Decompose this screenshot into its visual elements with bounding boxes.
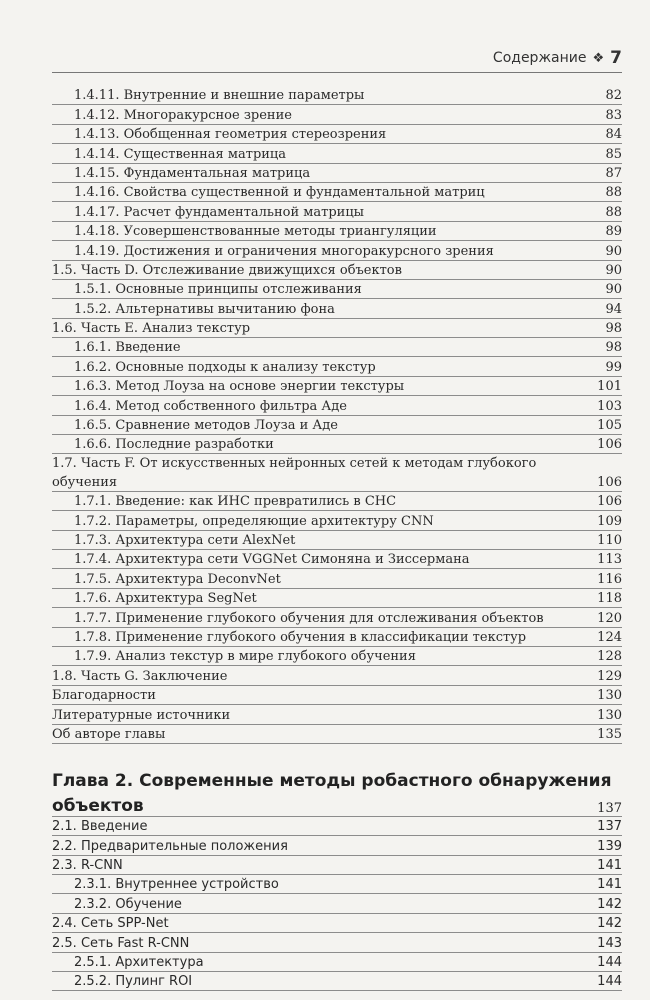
toc-entry-title: 1.7.8. Применение глубокого обучения в классификации текстур — [74, 629, 527, 645]
toc-entry-page: 142 — [594, 897, 622, 913]
toc-entry-title: Литературные источники — [52, 707, 231, 723]
toc-entry-page: 88 — [602, 205, 622, 221]
toc-entry[interactable] — [52, 569, 622, 588]
toc-entry[interactable] — [52, 666, 622, 685]
toc-entry[interactable] — [52, 933, 622, 952]
toc-entry[interactable] — [52, 435, 622, 454]
chapter-heading[interactable] — [52, 770, 622, 817]
toc-entry-title: 1.6.1. Введение — [74, 340, 181, 356]
toc-entry-page: 106 — [594, 494, 622, 510]
toc-entry-title: 2.3.1. Внутреннее устройство — [74, 877, 279, 893]
toc-entry[interactable] — [52, 183, 622, 202]
toc-entry-page: 135 — [594, 727, 622, 743]
chapter-page: 137 — [594, 801, 622, 816]
toc-entry-wrapped[interactable] — [52, 454, 622, 491]
toc-entry-title: 1.4.12. Многоракурсное зрение — [74, 107, 292, 123]
toc-entry-title: 1.7.7. Применение глубокого обучения для отслеживания объектов — [74, 610, 544, 626]
toc-entry[interactable] — [52, 628, 622, 647]
toc-entry-page: 139 — [594, 839, 622, 855]
toc-entry[interactable] — [52, 953, 622, 972]
running-head — [493, 48, 622, 68]
toc-entry-title: 2.1. Введение — [52, 819, 148, 835]
toc-entry-page: 137 — [594, 819, 622, 835]
toc-entry-page: 94 — [602, 302, 622, 318]
toc-entry-page: 109 — [594, 514, 622, 530]
toc-entry[interactable] — [52, 836, 622, 855]
toc-entry-title: 1.6.2. Основные подходы к анализу текстур — [74, 359, 376, 375]
toc-list-chapter2 — [52, 817, 622, 992]
toc-entry-title: 1.6.3. Метод Лоуза на основе энергии текстуры — [74, 379, 405, 395]
toc-entry-title: 2.5.2. Пулинг ROI — [74, 974, 193, 990]
toc-entry-page: 98 — [602, 321, 622, 337]
toc-entry[interactable] — [52, 972, 622, 991]
toc-entry-page: 98 — [602, 340, 622, 356]
toc-entry-page: 84 — [602, 127, 622, 143]
table-of-contents — [52, 86, 622, 991]
running-head-section: Содержание — [492, 50, 587, 66]
toc-entry-page: 130 — [594, 688, 622, 704]
toc-entry-title: 1.5.1. Основные принципы отслеживания — [74, 282, 362, 298]
toc-entry-page: 103 — [594, 399, 622, 415]
chapter-title-line1: Глава 2. Современные методы робастного обнаружения — [52, 770, 612, 791]
toc-entry-title: 1.4.11. Внутренние и внешние параметры — [74, 88, 365, 104]
toc-entry-page: 120 — [594, 611, 622, 627]
toc-list-part2 — [52, 492, 622, 744]
toc-entry-page: 141 — [594, 858, 622, 874]
toc-entry-title: 1.6. Часть E. Анализ текстур — [52, 321, 251, 337]
toc-entry-title: 1.6.5. Сравнение методов Лоуза и Аде — [74, 418, 338, 434]
toc-entry-title: Благодарности — [52, 688, 156, 704]
toc-entry-page: 83 — [602, 108, 622, 124]
toc-entry-title: 1.7.5. Архитектура DeconvNet — [74, 571, 281, 587]
toc-entry[interactable] — [52, 511, 622, 530]
toc-entry-page: 142 — [594, 916, 622, 932]
toc-entry-page: 113 — [594, 552, 622, 568]
toc-entry-page: 90 — [602, 244, 622, 260]
toc-entry-page: 106 — [594, 475, 622, 491]
toc-entry-page: 144 — [594, 955, 622, 971]
toc-entry[interactable] — [52, 222, 622, 241]
toc-entry[interactable] — [52, 125, 622, 144]
toc-entry[interactable] — [52, 894, 622, 913]
toc-entry-page: 116 — [594, 572, 622, 588]
header-rule — [52, 72, 622, 73]
toc-entry-page: 143 — [594, 936, 622, 952]
toc-entry[interactable] — [52, 531, 622, 550]
toc-entry-title: 1.4.16. Свойства существенной и фундаментальной матриц — [74, 185, 485, 201]
chapter-title-line2: объектов — [52, 795, 144, 816]
toc-entry-title: 2.4. Сеть SPP-Net — [52, 916, 169, 932]
toc-entry[interactable] — [52, 377, 622, 396]
toc-entry[interactable] — [52, 725, 622, 744]
toc-entry[interactable] — [52, 280, 622, 299]
toc-entry-title: 1.5. Часть D. Отслеживание движущихся объектов — [52, 262, 402, 278]
toc-entry[interactable] — [52, 338, 622, 357]
toc-entry-page: 141 — [594, 877, 622, 893]
toc-entry-page: 105 — [594, 418, 622, 434]
toc-entry-page: 101 — [594, 379, 622, 395]
toc-entry-page: 130 — [594, 708, 622, 724]
toc-entry-page: 128 — [594, 649, 622, 665]
toc-entry-title: 1.7.3. Архитектура сети AlexNet — [74, 532, 296, 548]
toc-entry-title: 1.4.15. Фундаментальная матрица — [74, 165, 311, 181]
toc-entry[interactable] — [52, 86, 622, 105]
toc-entry-page: 118 — [594, 591, 622, 607]
toc-entry-title: 1.6.4. Метод собственного фильтра Аде — [74, 398, 347, 414]
toc-entry-title: 1.7.1. Введение: как ИНС превратились в СНС — [74, 494, 397, 510]
toc-entry-page: 124 — [594, 630, 622, 646]
toc-entry-page: 106 — [594, 437, 622, 453]
ornament-icon: ❖ — [592, 50, 605, 66]
toc-entry-title: 1.4.17. Расчет фундаментальной матрицы — [74, 204, 365, 220]
toc-entry-page: 85 — [602, 147, 622, 163]
toc-entry-title: 1.7.2. Параметры, определяющие архитектуру CNN — [74, 513, 434, 529]
toc-entry-page: 88 — [602, 185, 622, 201]
toc-entry[interactable] — [52, 299, 622, 318]
toc-entry[interactable] — [52, 144, 622, 163]
toc-entry[interactable] — [52, 817, 622, 836]
toc-entry-title: 1.4.13. Обобщенная геометрия стереозрения — [74, 127, 387, 143]
toc-list-part1 — [52, 86, 622, 454]
toc-entry[interactable] — [52, 856, 622, 875]
toc-entry-page: 82 — [602, 88, 622, 104]
toc-entry-title: 1.4.14. Существенная матрица — [74, 146, 287, 162]
toc-entry-title: 1.4.19. Достижения и ограничения многоракурсного зрения — [74, 243, 494, 259]
toc-entry-title: 1.7.4. Архитектура сети VGGNet Симоняна и Зиссермана — [74, 552, 470, 568]
toc-entry[interactable] — [52, 105, 622, 124]
toc-entry[interactable] — [52, 261, 622, 280]
toc-entry-page: 110 — [594, 533, 622, 549]
toc-entry-title: 2.2. Предварительные положения — [52, 838, 288, 854]
toc-entry-title: 1.7.6. Архитектура SegNet — [74, 591, 257, 607]
toc-entry[interactable] — [52, 357, 622, 376]
toc-entry[interactable] — [52, 647, 622, 666]
toc-entry[interactable] — [52, 705, 622, 724]
toc-entry[interactable] — [52, 241, 622, 260]
toc-entry[interactable] — [52, 202, 622, 221]
toc-entry-title: Об авторе главы — [52, 726, 166, 742]
toc-entry-page: 129 — [594, 669, 622, 685]
toc-entry-title-line1: 1.7. Часть F. От искусственных нейронных сетей к методам глубокого — [52, 454, 622, 473]
toc-entry-title: 2.5.1. Архитектура — [74, 955, 204, 971]
toc-entry[interactable] — [52, 550, 622, 569]
toc-entry-title: 2.3. R-CNN — [52, 858, 123, 874]
toc-entry-page: 89 — [602, 224, 622, 240]
toc-entry[interactable] — [52, 492, 622, 511]
toc-entry[interactable] — [52, 875, 622, 894]
toc-entry-page: 144 — [594, 974, 622, 990]
toc-entry-page: 90 — [602, 263, 622, 279]
toc-entry-title-line2: обучения — [52, 474, 118, 490]
toc-entry-page: 90 — [602, 282, 622, 298]
toc-entry[interactable] — [52, 319, 622, 338]
toc-entry[interactable] — [52, 396, 622, 415]
toc-entry[interactable] — [52, 416, 622, 435]
toc-entry[interactable] — [52, 914, 622, 933]
toc-entry-title: 1.5.2. Альтернативы вычитанию фона — [74, 301, 335, 317]
toc-entry-page: 99 — [602, 360, 622, 376]
toc-entry[interactable] — [52, 589, 622, 608]
toc-entry-title: 1.6.6. Последние разработки — [74, 437, 274, 453]
toc-entry-title: 1.8. Часть G. Заключение — [52, 668, 228, 684]
toc-entry-title: 1.7.9. Анализ текстур в мире глубокого обучения — [74, 649, 416, 665]
toc-entry-title: 2.5. Сеть Fast R-CNN — [52, 935, 190, 951]
page-number: 7 — [610, 48, 622, 68]
toc-entry-title: 2.3.2. Обучение — [74, 896, 182, 912]
toc-entry[interactable] — [52, 164, 622, 183]
toc-entry-page: 87 — [602, 166, 622, 182]
toc-entry[interactable] — [52, 686, 622, 705]
toc-entry[interactable] — [52, 608, 622, 627]
toc-entry-title: 1.4.18. Усовершенствованные методы триангуляции — [74, 224, 437, 240]
